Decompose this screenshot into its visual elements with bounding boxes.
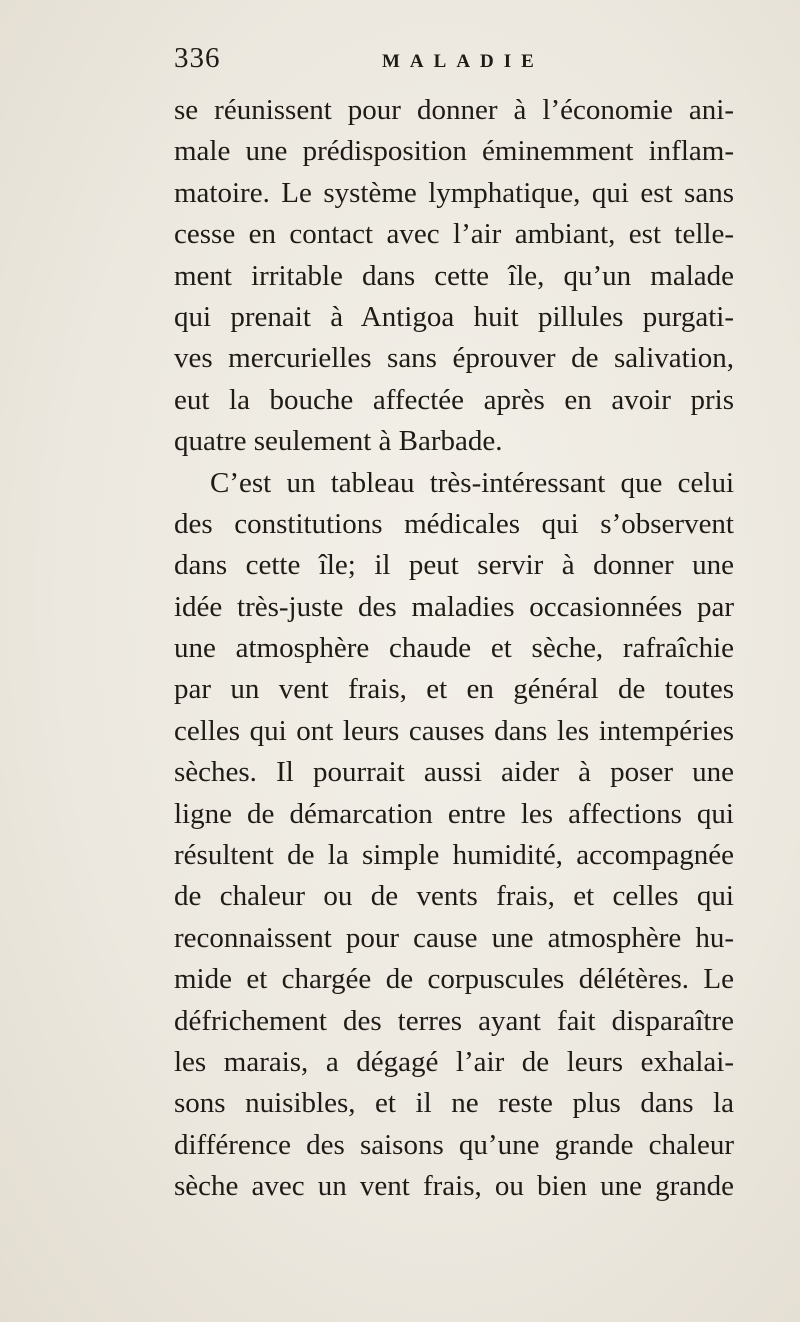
page-number: 336 — [174, 42, 221, 74]
text-line: défrichement des terres ayant fait disparaître — [174, 1004, 734, 1037]
text-line: male une prédisposition éminemment inflam- — [174, 135, 734, 168]
text-line: sons nuisibles, et il ne reste plus dans la — [174, 1087, 734, 1120]
text-line: celles qui ont leurs causes dans les intempéries — [174, 714, 734, 747]
text-line: ligne de démarcation entre les affections qui — [174, 797, 734, 830]
text-line: de chaleur ou de vents frais, et celles qui — [174, 880, 734, 913]
text-line: cesse en contact avec l’air ambiant, est telle- — [174, 218, 734, 251]
text-line: qui prenait à Antigoa huit pillules purgati- — [174, 300, 734, 333]
text-line: résultent de la simple humidité, accompagnée — [174, 839, 734, 872]
running-title: MALADIE — [382, 51, 544, 72]
text-line: différence des saisons qu’une grande chaleur — [174, 1128, 734, 1161]
text-line: idée très-juste des maladies occasionnées par — [174, 590, 734, 623]
text-line: mide et chargée de corpuscules délétères. Le — [174, 963, 734, 996]
text-line: sèches. Il pourrait aussi aider à poser une — [174, 756, 734, 789]
text-line: reconnaissent pour cause une atmosphère hu- — [174, 921, 734, 954]
running-head — [174, 42, 734, 82]
text-line: des constitutions médicales qui s’observent — [174, 507, 734, 540]
text-line: matoire. Le système lymphatique, qui est sans — [174, 176, 734, 209]
text-line: dans cette île; il peut servir à donner une — [174, 549, 734, 582]
text-line: une atmosphère chaude et sèche, rafraîchie — [174, 632, 734, 665]
text-line: eut la bouche affectée après en avoir pris — [174, 383, 734, 416]
text-line: sèche avec un vent frais, ou bien une grande — [174, 1170, 734, 1203]
text-line: C’est un tableau très-intéressant que celui — [210, 466, 734, 499]
text-line: ves mercurielles sans éprouver de salivation, — [174, 342, 734, 375]
text-line: ment irritable dans cette île, qu’un malade — [174, 259, 734, 292]
text-line: se réunissent pour donner à l’économie ani- — [174, 94, 734, 126]
text-line: par un vent frais, et en général de toutes — [174, 673, 734, 706]
text-line: les marais, a dégagé l’air de leurs exhalai- — [174, 1045, 734, 1078]
body-text — [174, 90, 734, 1208]
text-line: quatre seulement à Barbade. — [174, 425, 503, 458]
